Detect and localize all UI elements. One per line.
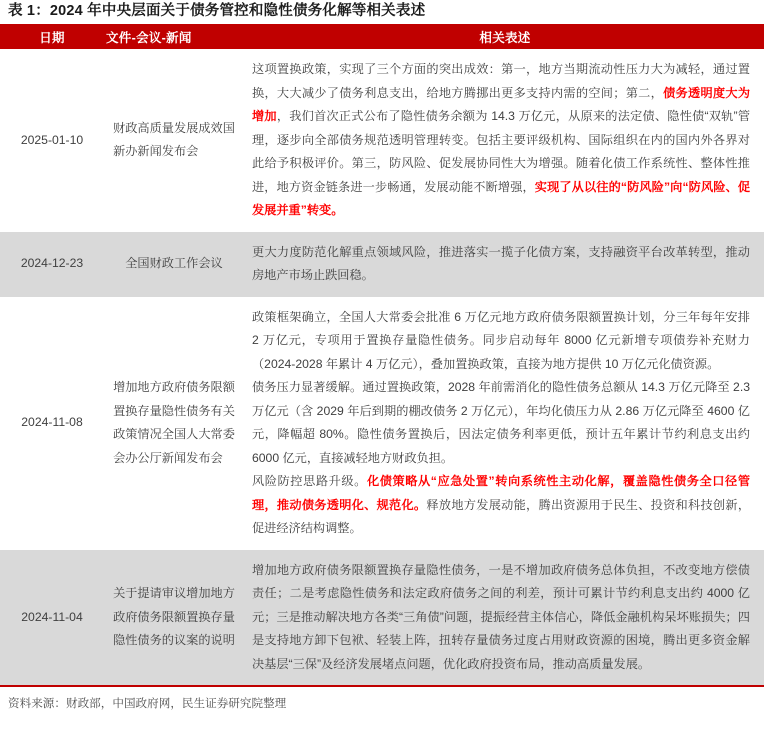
statement-text: 增加地方政府债务限额置换存量隐性债务，一是不增加政府债务总体负担，不改变地方偿债责任；二是考虑隐性债务和法定政府债务之间的利差，预计可累计节约利息支出约 4000 亿元；三是推动解决地方各类“三角债”问题，提振经营主体信心，降低金融机构呆坏账损失；四是支持地方卸下包袱、轻装上阵，扭转存量债务过度占用财政资源的困境，腾出更多资金解决基层“三保”及经济发展堵点问题，优化政府投资布局，推动高质量发展。 xyxy=(252,562,750,671)
document-line: 全国财政工作会议 xyxy=(125,256,223,271)
statement-paragraph xyxy=(252,559,750,677)
table-row xyxy=(0,297,764,550)
table-row xyxy=(0,232,764,297)
cell-document xyxy=(104,49,244,232)
statement-paragraph xyxy=(252,470,750,541)
table-row xyxy=(0,550,764,686)
cell-document xyxy=(104,297,244,550)
page-title: 表 1：2024 年中央层面关于债务管控和隐性债务化解等相关表述 xyxy=(8,3,426,19)
table-header-row xyxy=(0,24,764,49)
document-line: 置换存量隐性债务有关 xyxy=(113,403,235,418)
source-note: 资料来源：财政部，中国政府网，民生证券研究院整理 xyxy=(8,696,287,710)
statement-text: ，我们首次正式公布了隐性债务余额为 14.3 万亿元，从原来的法定债、隐性债“双轨”管理，逐步向全部债务规范透明管理转变。包括主要评级机构、国际组织在内的国内外各界对此给予积极评价。第三，防风险、促发展协同性大为增强。随着化债工作系统性、整体性推进，地方资金链条进一步畅通，发展动能不断增强， xyxy=(252,109,751,194)
document-line: 新办新闻发布会 xyxy=(113,144,199,159)
statement-text: 政策框架确立，全国人大常委会批准 6 万亿元地方政府债务限额置换计划，分三年每年安排 2 万亿元，专项用于置换存量隐性债务。同步启动每年 8000 亿元新增专项债券补充财力（2024-2028 年累计 4 万亿元），叠加置换政策，直接为地方提供 10 万亿元化债资源。 xyxy=(252,309,750,371)
table-body xyxy=(0,49,764,685)
document-line: 增加地方政府债务限额 xyxy=(113,380,235,394)
cell-statement xyxy=(244,232,764,297)
statement-paragraph xyxy=(252,376,750,470)
highlighted-text: 实现了从以往的“防风险”向“防风险、促发展并重”转变。 xyxy=(252,179,751,217)
statement-text: 更大力度防范化解重点领域风险，推进落实一揽子化债方案，支持融资平台改革转型，推动房地产市场止跌回稳。 xyxy=(252,244,750,282)
highlighted-text: 化债策略从“应急处置”转向系统性主动化解，覆盖隐性债务全口径管理，推动债务透明化、规范化。 xyxy=(252,474,751,512)
statement-text: 释放地方发展动能，腾出资源用于民生、投资和科技创新，促进经济结构调整。 xyxy=(252,497,751,535)
cell-date: 2025-01-10 xyxy=(0,49,104,232)
cell-date: 2024-11-04 xyxy=(0,550,104,686)
cell-statement xyxy=(244,550,764,686)
column-header-document: 文件-会议-新闻 xyxy=(104,24,244,49)
document-name xyxy=(125,252,223,276)
document-line: 会办公厅新闻发布会 xyxy=(113,450,223,465)
document-name xyxy=(113,117,235,164)
document-line: 政府债务限额置换存量 xyxy=(113,609,235,624)
cell-document xyxy=(104,232,244,297)
statement-text: 这项置换政策，实现了三个方面的突出成效：第一，地方当期流动性压力大为减轻，通过置换，大大减少了债务利息支出，给地方腾挪出更多支持内需的空间；第二， xyxy=(252,62,750,100)
document-line: 财政高质量发展成效国 xyxy=(113,120,235,135)
document-line: 政策情况全国人大常委 xyxy=(113,427,235,441)
statement-paragraph xyxy=(252,241,750,288)
highlighted-text: 债务透明度大为增加 xyxy=(252,85,751,123)
statement-paragraph xyxy=(252,58,750,223)
cell-statement xyxy=(244,297,764,550)
column-header-date: 日期 xyxy=(0,24,104,49)
cell-date: 2024-11-08 xyxy=(0,297,104,550)
document-line: 隐性债务的议案的说明 xyxy=(113,633,235,647)
document-name xyxy=(113,582,235,653)
statement-text: 债务压力显著缓解。通过置换政策，2028 年前需消化的隐性债务总额从 14.3 万亿元降至 2.3 万亿元（含 2029 年后到期的棚改债务 2 万亿元），年均化债压力从 2.86 万亿元降至 4600 亿元，降幅超 80%。隐性债务置换后，因法定债务利率更低，预计五年累计节约利息支出约 6000 亿元，直接减轻地方财政负担。 xyxy=(252,380,750,465)
document-line: 关于提请审议增加地方 xyxy=(113,586,235,600)
table-row xyxy=(0,49,764,232)
statements-table xyxy=(0,24,764,685)
cell-document xyxy=(104,550,244,686)
column-header-statement: 相关表述 xyxy=(244,24,764,49)
statement-text: 风险防控思路升级。 xyxy=(252,474,367,488)
cell-statement xyxy=(244,49,764,232)
statement-paragraph xyxy=(252,306,750,377)
document-name xyxy=(113,376,235,470)
cell-date: 2024-12-23 xyxy=(0,232,104,297)
table-header xyxy=(0,24,764,49)
